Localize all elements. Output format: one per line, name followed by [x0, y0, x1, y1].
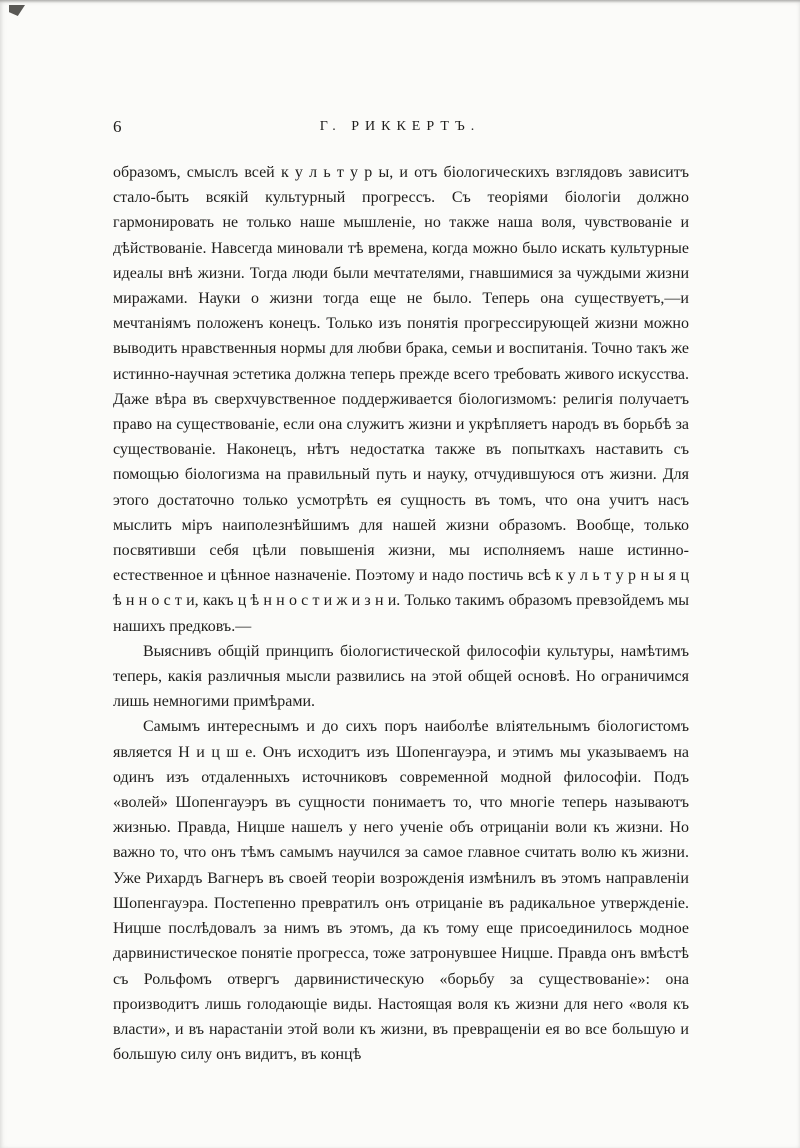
paragraph-3: Самымъ интереснымъ и до сихъ поръ наиболѣе вліятельнымъ біологистомъ является Н и ц ш е. Онъ исходитъ изъ Шопенгауэра, и этимъ мы указываемъ на одинъ изъ отдаленныхъ источниковъ современной модной философіи. Подъ «волей» Шопенгауэръ въ сущности понимаетъ то, что многіе теперь называютъ жизнью. Правда, Ницше нашелъ у него ученіе объ отрицаніи воли къ жизни. Но важно то, что онъ тѣмъ самымъ научился за самое главное считать волю къ жизни. Уже Рихардъ Вагнеръ въ своей теоріи возрожденія измѣнилъ въ этомъ направленіи Шопенгауэра. Постепенно превратилъ онъ отрицаніе въ радикальное утвержденіе. Ницше послѣдовалъ за нимъ въ этомъ, да къ тому еще присоединилось модное дарвинистическое понятіе прогресса, тоже затронувшее Ницше. Правда онъ вмѣстѣ съ Рольфомъ отвергъ дарвинистическую «борьбу за существованіе»: она производитъ лишь голодающіе виды. Настоящая воля къ жизни для него «воля къ власти», и въ нарастаніи этой воли къ жизни, въ превращеніи ея во все большую и большую силу онъ видитъ, въ концѣ: [113, 718, 689, 1064]
paragraph-2: Выяснивъ общій принципъ біологистической философіи культуры, намѣтимъ теперь, какія различныя мысли развились на этой общей основѣ. Но ограничимся лишь немногими примѣрами.: [113, 642, 689, 711]
paragraph-1: образомъ, смыслъ всей к у л ь т у р ы, и отъ біологическихъ взглядовъ зависитъ стало-быть всякій культурный прогрессъ. Съ теоріями біологіи должно гармонировать не только наше мышленіе, но также наша воля, чувствованіе и дѣйствованіе. Навсегда миновали тѣ времена, когда можно было искать культурные идеалы внѣ жизни. Тогда люди были мечтателями, гнавшимися за чуждыми жизни миражами. Науки о жизни тогда еще не было. Теперь она существуетъ,—и мечтаніямъ положенъ конецъ. Только изъ понятія прогрессирующей жизни можно выводить нравственныя нормы для любви брака, семьи и воспитанія. Точно такъ же истинно-научная эстетика должна теперь прежде всего требовать живого искусства. Даже вѣра въ сверхчувственное поддерживается біологизмомъ: религія получаетъ право на существованіе, если она служитъ жизни и укрѣпляетъ народъ въ борьбѣ за существованіе. Наконецъ, нѣтъ недостатка также въ попыткахъ наставить съ помощью біологизма на правильный путь и науку, отчудившуюся отъ жизни. Для этого достаточно только усмотрѣть ея сущность въ томъ, что она учитъ насъ мыслить міръ наиполезнѣйшимъ для нашей жизни образомъ. Вообще, только посвятивши себя цѣли повышенія жизни, мы исполняемъ наше истинно-естественное и цѣнное назначеніе. Поэтому и надо постичь всѣ к у л ь т у р н ы я ц ѣ н н о с т и, какъ ц ѣ н н о с т и ж и з н и. Только такимъ образомъ превзойдемъ мы нашихъ предковъ.—: [113, 164, 689, 635]
scan-artifact-top-edge: [0, 0, 800, 3]
scan-artifact-corner: [9, 5, 25, 16]
page-header: [113, 117, 687, 139]
page-number: 6: [113, 117, 122, 136]
page-body: [113, 160, 689, 1067]
running-title: Г. РИККЕРТЪ.: [319, 119, 481, 134]
